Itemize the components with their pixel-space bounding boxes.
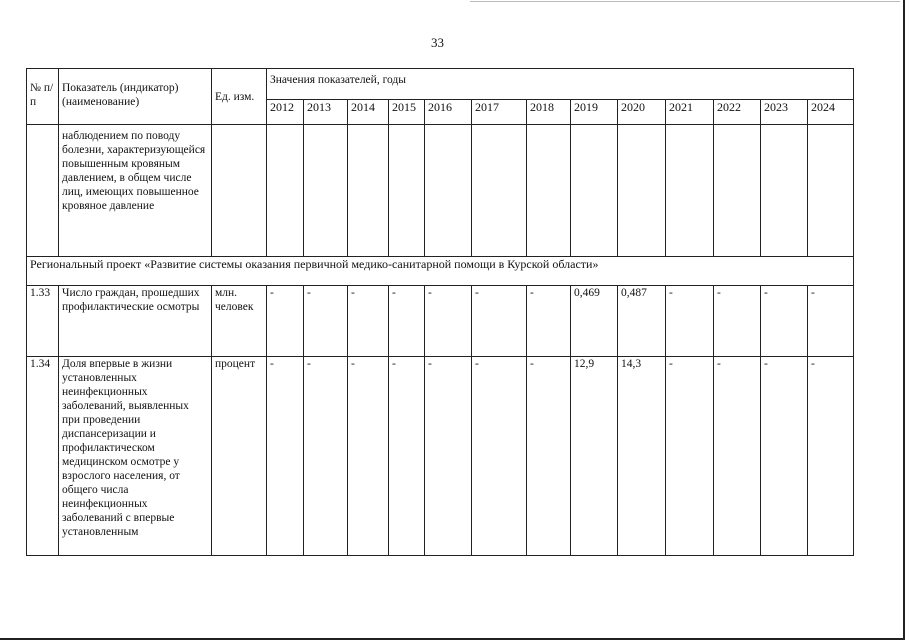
indicator-name: Число граждан, прошедших профилактические осмотры [59,286,212,357]
unit-label: млн. человек [212,286,267,357]
value-cell [267,125,304,257]
year-header: 2013 [304,100,348,125]
value-cell: 12,9 [571,357,618,556]
value-cell: - [472,286,527,357]
table-row [27,357,854,556]
value-cell [714,125,761,257]
year-header: 2018 [527,100,571,125]
indicator-name: наблюдением по поводу болезни, характеризующейся повышенным кровяным давлением, в общем числе лиц, имеющих повышенное кровяное давление [59,125,212,257]
value-cell: - [389,286,425,357]
year-header: 2022 [714,100,761,125]
unit-label: процент [212,357,267,556]
value-cell: - [389,357,425,556]
value-cell: - [527,357,571,556]
header-values-title: Значения показателей, годы [267,69,854,100]
year-header: 2016 [425,100,472,125]
header-unit: Ед. изм. [212,69,267,125]
value-cell: - [425,286,472,357]
value-cell [618,125,666,257]
value-cell: - [472,357,527,556]
value-cell: - [808,357,854,556]
row-number: 1.33 [27,286,59,357]
value-cell [808,125,854,257]
value-cell [304,125,348,257]
header-row [27,69,854,100]
value-cell [571,125,618,257]
value-cell: - [761,357,808,556]
value-cell: - [304,357,348,556]
page-number: 33 [431,35,444,50]
header-num: № п/п [27,69,59,125]
value-cell: - [348,357,389,556]
year-header: 2020 [618,100,666,125]
value-cell: 0,487 [618,286,666,357]
value-cell [666,125,714,257]
table-row [27,286,854,357]
value-cell [761,125,808,257]
value-cell [527,125,571,257]
year-header: 2017 [472,100,527,125]
value-cell: - [666,357,714,556]
row-num-cell [27,125,59,257]
table-row [27,125,854,257]
scan-artifact-line [470,1,900,2]
year-header: 2021 [666,100,714,125]
year-header: 2023 [761,100,808,125]
value-cell: - [761,286,808,357]
value-cell [472,125,527,257]
year-header: 2019 [571,100,618,125]
year-header: 2024 [808,100,854,125]
year-header: 2014 [348,100,389,125]
value-cell: 0,469 [571,286,618,357]
value-cell: - [267,357,304,556]
value-cell: - [666,286,714,357]
value-cell [348,125,389,257]
section-row [27,257,854,286]
value-cell: - [267,286,304,357]
row-number: 1.34 [27,357,59,556]
year-header: 2015 [389,100,425,125]
value-cell: - [527,286,571,357]
value-cell [389,125,425,257]
unit-cell [212,125,267,257]
year-header: 2012 [267,100,304,125]
indicators-table [26,68,854,556]
section-title: Региональный проект «Развитие системы оказания первичной медико-санитарной помощи в Курской области» [27,257,854,286]
value-cell: - [304,286,348,357]
indicator-name: Доля впервые в жизни установленных неинфекционных заболеваний, выявленных при проведении диспансеризации и профилактическом медицинском осмотре у взрослого населения, от общего числа неинфекционных заболеваний с впервые установленным [59,357,212,556]
header-indicator: Показатель (индикатор) (наименование) [59,69,212,125]
value-cell: - [808,286,854,357]
value-cell [425,125,472,257]
value-cell: 14,3 [618,357,666,556]
value-cell: - [348,286,389,357]
value-cell: - [425,357,472,556]
value-cell: - [714,286,761,357]
value-cell: - [714,357,761,556]
